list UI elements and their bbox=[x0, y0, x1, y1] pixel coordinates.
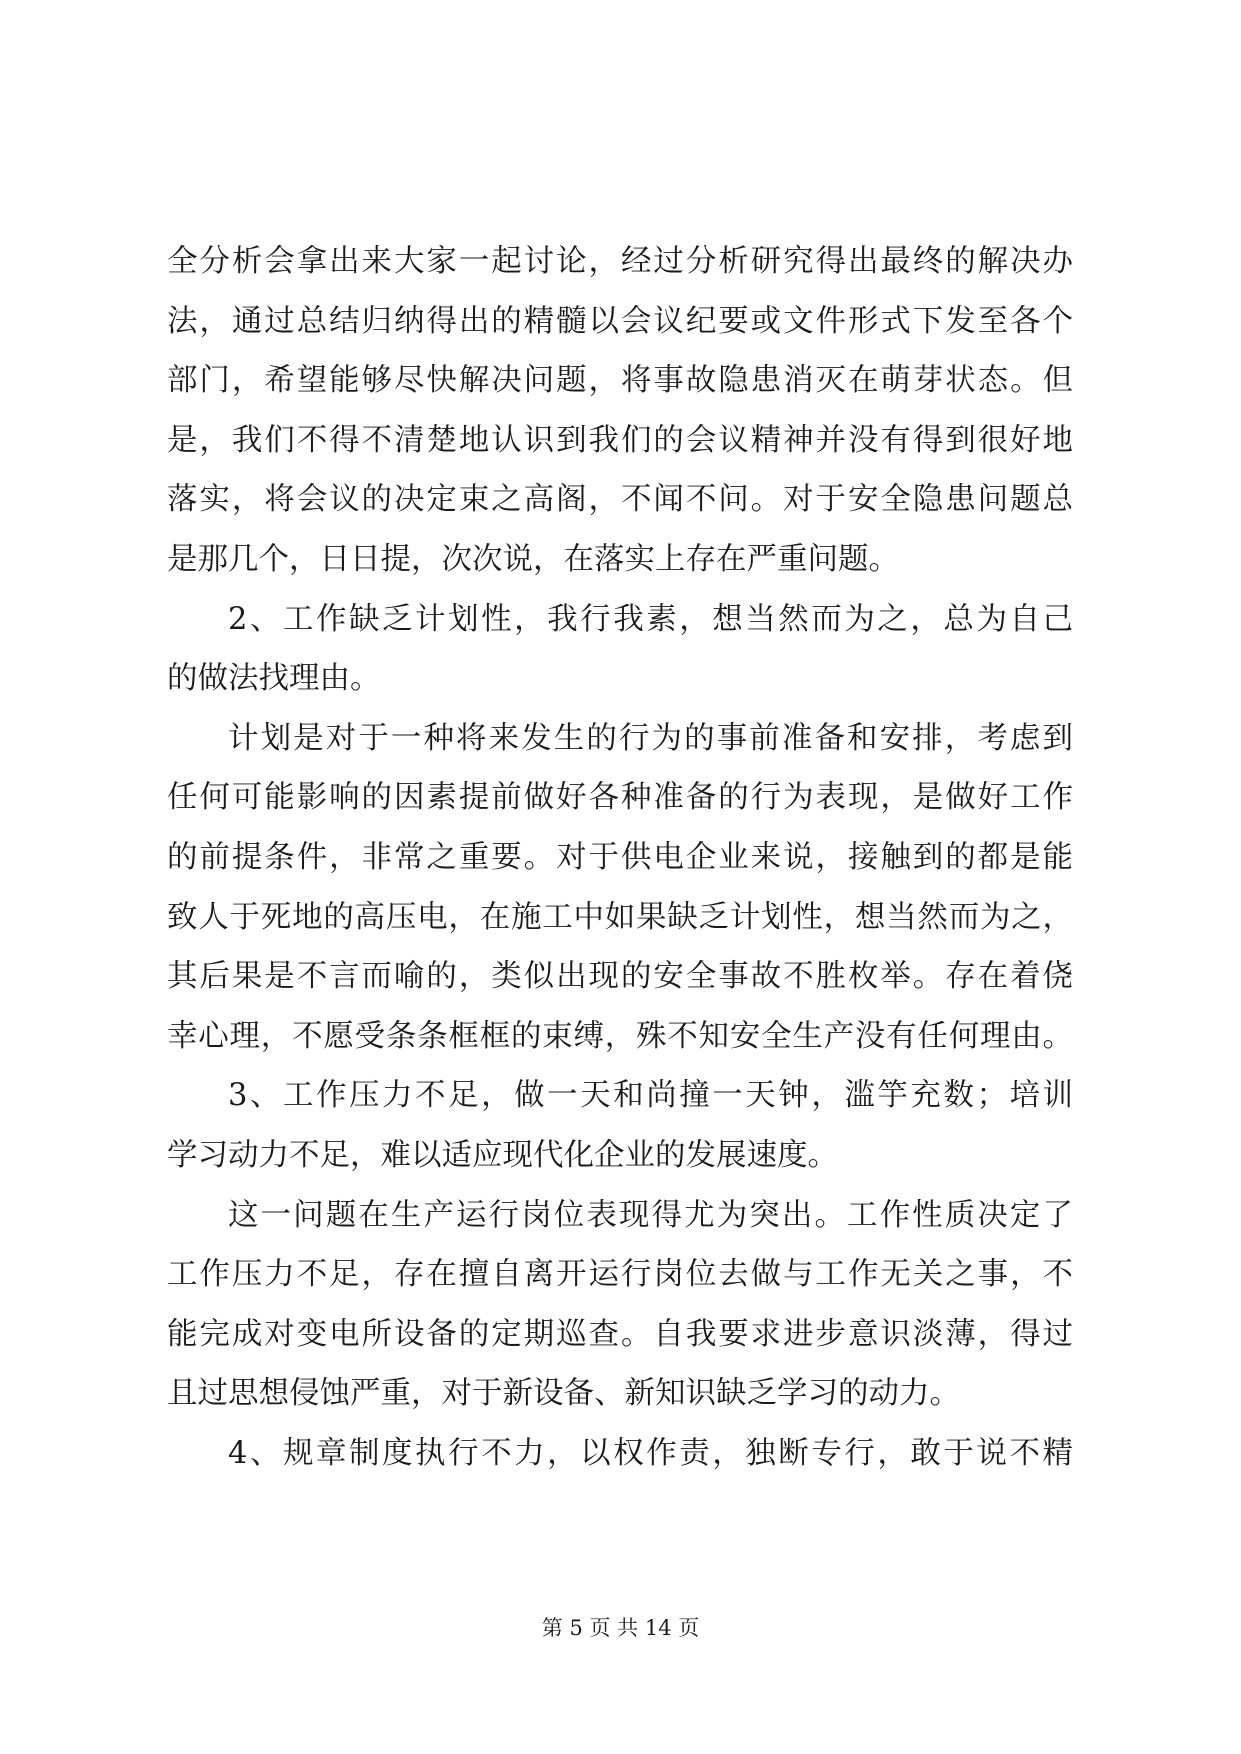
text-line: 且过思想侵蚀严重，对于新设备、新知识缺乏学习的动力。 bbox=[167, 1376, 960, 1412]
text-line: 3、工作压力不足，做一天和尚撞一天钟，滥竽充数；培训 bbox=[228, 1078, 1073, 1114]
text-line: 部门，希望能够尽快解决问题，将事故隐患消灭在萌芽状态。但 bbox=[167, 363, 1073, 399]
text-line: 其后果是不言而喻的，类似出现的安全事故不胜枚举。存在着侥 bbox=[167, 959, 1073, 995]
text-line: 落实，将会议的决定束之高阁，不闻不问。对于安全隐患问题总 bbox=[167, 482, 1073, 518]
text-line: 全分析会拿出来大家一起讨论，经过分析研究得出最终的解决办 bbox=[167, 244, 1073, 279]
page-number-footer: 第 5 页 共 14 页 bbox=[541, 1616, 700, 1640]
text-line: 4、规章制度执行不力，以权作责，独断专行，敢于说不精 bbox=[228, 1435, 1073, 1471]
text-line: 能完成对变电所设备的定期巡查。自我要求进步意识淡薄，得过 bbox=[167, 1316, 1073, 1352]
text-line: 的做法找理由。 bbox=[167, 661, 381, 697]
body-text bbox=[167, 232, 1073, 1483]
text-line: 幸心理，不愿受条条框框的束缚，殊不知安全生产没有任何理由。 bbox=[167, 1018, 1073, 1054]
text-line: 任何可能影响的因素提前做好各种准备的行为表现，是做好工作 bbox=[167, 780, 1073, 816]
text-line: 是，我们不得不清楚地认识到我们的会议精神并没有得到很好地 bbox=[167, 422, 1073, 458]
text-line: 致人于死地的高压电，在施工中如果缺乏计划性，想当然而为之， bbox=[167, 899, 1073, 935]
text-line: 2、工作缺乏计划性，我行我素，想当然而为之，总为自己 bbox=[228, 601, 1073, 637]
text-line: 的前提条件，非常之重要。对于供电企业来说，接触到的都是能 bbox=[167, 839, 1073, 875]
text-line: 工作压力不足，存在擅自离开运行岗位去做与工作无关之事，不 bbox=[167, 1257, 1073, 1293]
text-line: 法，通过总结归纳得出的精髓以会议纪要或文件形式下发至各个 bbox=[167, 303, 1073, 339]
text-line: 这一问题在生产运行岗位表现得尤为突出。工作性质决定了 bbox=[228, 1197, 1073, 1233]
text-line: 是那几个，日日提，次次说，在落实上存在严重问题。 bbox=[167, 541, 899, 577]
text-line: 计划是对于一种将来发生的行为的事前准备和安排，考虑到 bbox=[228, 720, 1073, 756]
text-line: 学习动力不足，难以适应现代化企业的发展速度。 bbox=[167, 1137, 838, 1173]
